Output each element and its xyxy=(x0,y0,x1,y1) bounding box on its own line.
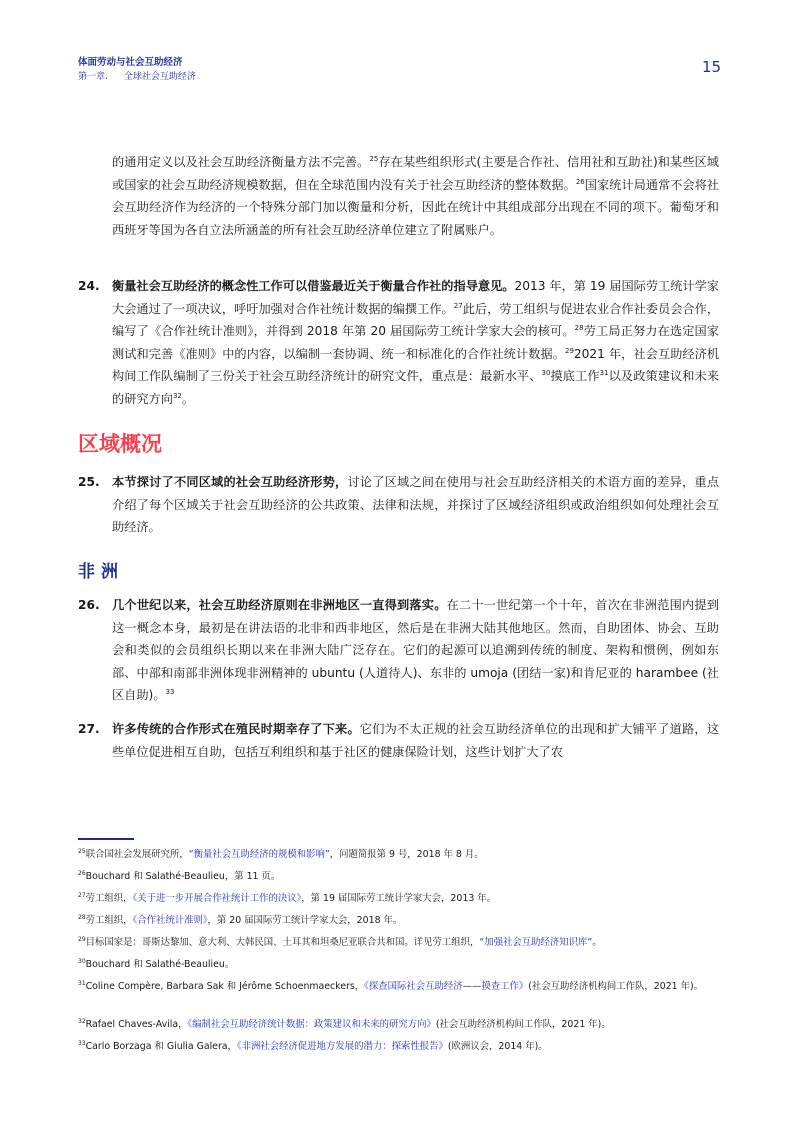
footnote-ref[interactable]: 28 xyxy=(574,324,584,333)
paragraph-lead: 本节探讨了不同区域的社会互助经济形势， xyxy=(112,475,348,489)
paragraph-number: 25. xyxy=(78,475,100,489)
footnote-30: $^{30}$Bouchard 和 Salathé-Beaulieu。 xyxy=(78,957,235,970)
paragraph-number: 27. xyxy=(78,722,100,736)
paragraph-lead: 许多传统的合作形式在殖民时期幸存了下来。 xyxy=(112,722,360,736)
footnote-32: $^{32}$Rafael Chaves-Avila，《编制社会互助经济统计数据：政策建议和未来的研究方向》(社会互助经济机构间工作队，2021 年)。 xyxy=(78,1017,611,1030)
footnote-link[interactable]: “衡量社会互助经济的规模和影响” xyxy=(188,849,330,860)
document-title: 体面劳动与社会互助经济 xyxy=(78,57,183,68)
paragraph-lead: 衡量社会互助经济的概念性工作可以借鉴最近关于衡量合作社的指导意见。 xyxy=(112,279,515,293)
footnote-link[interactable]: 《合作社统计准则》 xyxy=(132,915,208,926)
footnote-29: $^{29}$目标国家是：哥斯达黎加、意大利、大韩民国、土耳其和坦桑尼亚联合共和国。详见劳工组织，“加强社会互助经济知识库”。 xyxy=(78,935,602,948)
page-number: 15 xyxy=(702,58,722,76)
footnote-link[interactable]: 《非洲社会经济促进地方发展的潜力：探索性报告》 xyxy=(236,1041,448,1052)
footnote-link[interactable]: 《关于进一步开展合作社统计工作的决议》 xyxy=(132,893,302,904)
paragraph-continued: 的通用定义以及社会互助经济衡量方法不完善。$^{25}$存在某些组织形式(主要是合作社、信用社和互助社)和某些区域或国家的社会互助经济规模数据，但在全球范围内没有关于社会互助经济的整体数据。$^{26}$国家统计局通常不会将社会互助经济作为经济的一个特殊分部门加以衡量和分析，因此在统计中其组成部分出现在不同的项下。葡萄牙和西班牙等国为各自立法所涵盖的所有社会互助经济单位建立了附属账户。 xyxy=(112,154,720,237)
footnote-26: $^{26}$Bouchard 和 Salathé-Beaulieu，第 11 页。 xyxy=(78,869,281,882)
chapter-label: 第一章. xyxy=(78,72,108,82)
paragraph-number: 24. xyxy=(78,279,100,293)
running-header xyxy=(78,56,212,84)
footnote-ref[interactable]: 26 xyxy=(575,177,585,186)
footnote-ref[interactable]: 30 xyxy=(541,369,551,378)
footnote-link[interactable]: 《探查国际社会互助经济——摸查工作》 xyxy=(364,981,529,992)
paragraph-lead: 几个世纪以来，社会互助经济原则在非洲地区一直得到落实。 xyxy=(112,598,447,612)
section-heading-regional: 区域概况 xyxy=(78,432,162,456)
paragraph-26: 几个世纪以来，社会互助经济原则在非洲地区一直得到落实。在二十一世纪第一个十年，首次在非洲范围内提到这一概念本身，最初是在讲法语的北非和西非地区，然后是在非洲大陆其他地区。然而，自助团体、协会、互助会和类似的会员组织长期以来在非洲大陆广泛存在。它们的起源可以追溯到传统的制度、架构和惯例，例如东部、中部和南部非洲体现非洲精神的 ubuntu (人道待人)、东非的 umoja (团结一家)和肯尼亚的 harambee (社区自助)。$^{33}$ xyxy=(112,598,720,703)
footnote-ref[interactable]: 25 xyxy=(369,154,379,163)
paragraph-24: 衡量社会互助经济的概念性工作可以借鉴最近关于衡量合作社的指导意见。2013 年，第 19 届国际劳工统计学家大会通过了一项决议，呼吁加强对合作社统计数据的编撰工作。$^{27}$此后，劳工组织与促进农业合作社委员会合作，编写了《合作社统计准则》，并得到 2018 年第 20 届国际劳工统计学家大会的核可。$^{28}$劳工局正努力在选定国家测试和完善《准则》中的内容，以编制一套协调、统一和标准化的合作社统计数据。$^{29}$2021 年，社会互助经济机构间工作队编制了三份关于社会互助经济统计的研究文件，重点是：最新水平、$^{30}$摸底工作$^{31}$以及政策建议和未来的研究方向$^{32}$。 xyxy=(112,279,720,406)
paragraph-25: 本节探讨了不同区域的社会互助经济形势，讨论了区域之间在使用与社会互助经济相关的术语方面的差异，重点介绍了每个区域关于社会互助经济的公共政策、法律和法规，并探讨了区域经济组织或政治组织如何处理社会互助经济。 xyxy=(112,475,720,535)
footnote-ref[interactable]: 32 xyxy=(172,391,182,400)
footnote-33: $^{33}$Carlo Borzaga 和 Giulia Galera，《非洲社会经济促进地方发展的潜力：探索性报告》(欧洲议会，2014 年)。 xyxy=(78,1039,548,1052)
footnote-ref[interactable]: 29 xyxy=(565,346,574,355)
footnote-ref[interactable]: 31 xyxy=(599,369,609,378)
footnote-link[interactable]: 《编制社会互助经济统计数据：政策建议和未来的研究方向》 xyxy=(187,1019,436,1030)
paragraph-number: 26. xyxy=(78,598,100,612)
subsection-heading-africa: 非洲 xyxy=(78,562,124,582)
footnote-25: $^{25}$联合国社会发展研究所，“衡量社会互助经济的规模和影响”，问题简报第 9 号，2018 年 8 月。 xyxy=(78,847,484,860)
chapter-line xyxy=(78,70,212,84)
footnote-ref[interactable]: 33 xyxy=(165,688,175,697)
footnote-28: $^{28}$劳工组织，《合作社统计准则》，第 20 届国际劳工统计学家大会，2018 年。 xyxy=(78,913,403,926)
paragraph-27: 许多传统的合作形式在殖民时期幸存了下来。它们为不太正规的社会互助经济单位的出现和扩大铺平了道路，这些单位促进相互自助，包括互利组织和基于社区的健康保险计划，这些计划扩大了农 xyxy=(112,722,720,759)
footnote-link[interactable]: “加强社会互助经济知识库” xyxy=(479,937,593,948)
footnote-31: $^{31}$Coline Compère, Barbara Sak 和 Jérôme Schoenmaeckers，《探查国际社会互助经济——摸查工作》(社会互助经济机构间工作队，2021 年)。 xyxy=(78,979,704,992)
footnote-27: $^{27}$劳工组织，《关于进一步开展合作社统计工作的决议》，第 19 届国际劳工统计学家大会，2013 年。 xyxy=(78,891,497,904)
footnote-ref[interactable]: 27 xyxy=(453,301,463,310)
section-label: 全球社会互助经济 xyxy=(123,72,196,82)
footnote-divider xyxy=(78,838,134,840)
